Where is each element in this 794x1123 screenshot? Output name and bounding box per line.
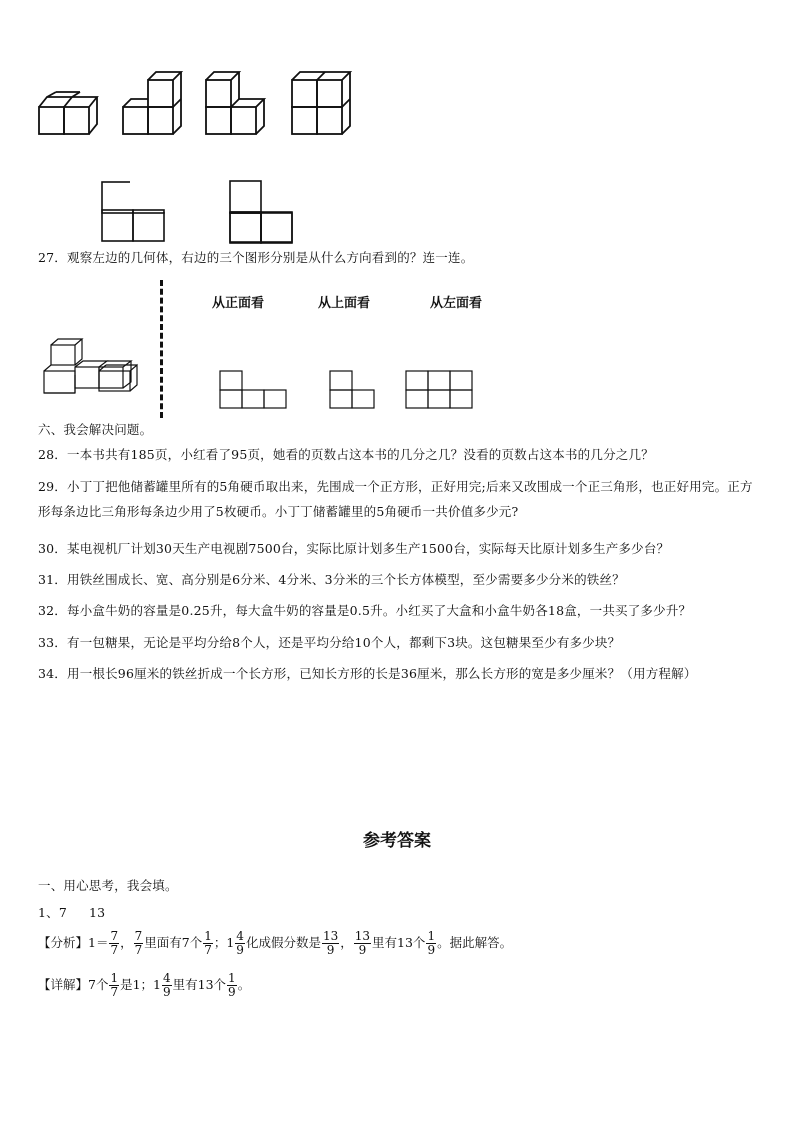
analysis-prefix: 【分析】1＝ [38, 935, 109, 950]
answers-title: 参考答案 [363, 831, 431, 851]
fraction: $\frac{7}{7}$ [134, 929, 143, 957]
fraction: $\frac{1}{9}$ [228, 971, 236, 999]
label-front-view: 从正面看 [212, 296, 265, 311]
fraction: $\frac{13}{9}$ [322, 929, 339, 957]
label-left-view: 从左面看 [430, 296, 483, 311]
question-33: 33．有一包糖果，无论是平均分给8个人，还是平均分给10个人，都剩下3块。这包糖果至少有多少块？ [38, 635, 621, 650]
question-32: 32．每小盒牛奶的容量是0.25升，每大盒牛奶的容量是0.5升。小红买了大盒和小盒牛奶各18盒，一共买了多少升？ [38, 603, 692, 618]
fraction: $\frac{4}{9}$ [236, 929, 244, 957]
analysis-line: 【分析】1＝ $\frac{7}{7}$ ， $\frac{7}{7}$ 里面有7个 $\frac{1}{7}$ ；1 $\frac{4}{9}$ 化成假分数是 $\frac{13}{9}$ ， $\frac{13}{9}$ 里有13个 $\frac{1}{9}$ 。据此解答。 [38, 929, 513, 957]
cube-figures-row [30, 70, 370, 140]
detail-prefix: 【详解】7个 [38, 977, 109, 992]
fraction: $\frac{7}{7}$ [110, 929, 119, 957]
label-top-view: 从上面看 [318, 296, 371, 311]
cube-figure-c [206, 72, 264, 134]
view-shape-top [328, 369, 378, 411]
detail-line: 【详解】7个 $\frac{1}{7}$ 是1；1 $\frac{4}{9}$ 里有13个 $\frac{1}{9}$ 。 [38, 971, 251, 999]
answer-1 [38, 904, 105, 922]
answers-section-1: 一、用心思考，我会填。 [38, 878, 178, 893]
answer-1-label: 1、7 [38, 905, 68, 920]
fraction: $\frac{1}{7}$ [110, 971, 119, 999]
cube-figure-d [292, 72, 350, 134]
question-29: 29．小丁丁把他储蓄罐里所有的5角硬币取出来，先围成一个正方形，正好用完;后来又改围成一个正三角形，也正好用完。正方形每条边比三角形每条边少用了5枚硬币。小丁丁储蓄罐里的5角硬币一共价值多少元? [38, 479, 753, 519]
fraction: $\frac{1}{9}$ [427, 929, 436, 957]
fraction: $\frac{4}{9}$ [163, 971, 171, 999]
view-shape-left [404, 369, 476, 411]
cube-figure-a [39, 92, 97, 134]
view-shape-front [218, 369, 290, 411]
question-27-text: 27．观察左边的几何体，右边的三个图形分别是从什么方向看到的？连一连。 [38, 250, 474, 265]
question-30: 30．某电视机厂计划30天生产电视剧7500台，实际比原计划多生产1500台，实际每天比原计划多生产多少台？ [38, 541, 670, 556]
answer-1-value: 13 [89, 905, 106, 920]
cube-figure-b [123, 72, 181, 134]
solid-figure-q27 [40, 335, 145, 397]
question-28: 28．一本书共有185页，小红看了95页，她看的页数占这本书的几分之几？没看的页数占这本书的几分之几？ [38, 447, 654, 462]
section-6-heading: 六、我会解决问题。 [38, 422, 153, 437]
fraction: $\frac{1}{7}$ [204, 929, 212, 957]
question-34: 34．用一根长96厘米的铁丝折成一个长方形，已知长方形的长是36厘米，那么长方形的宽是多少厘米？（用方程解） [38, 666, 697, 681]
fraction: $\frac{13}{9}$ [354, 929, 371, 957]
flat-view-l-full [226, 178, 298, 246]
question-31: 31．用铁丝围成长、宽、高分别是6分米、4分米、3分米的三个长方体模型，至少需要多少分米的铁丝？ [38, 572, 625, 587]
flat-view-two-squares [98, 206, 170, 246]
dashed-divider [160, 280, 163, 418]
